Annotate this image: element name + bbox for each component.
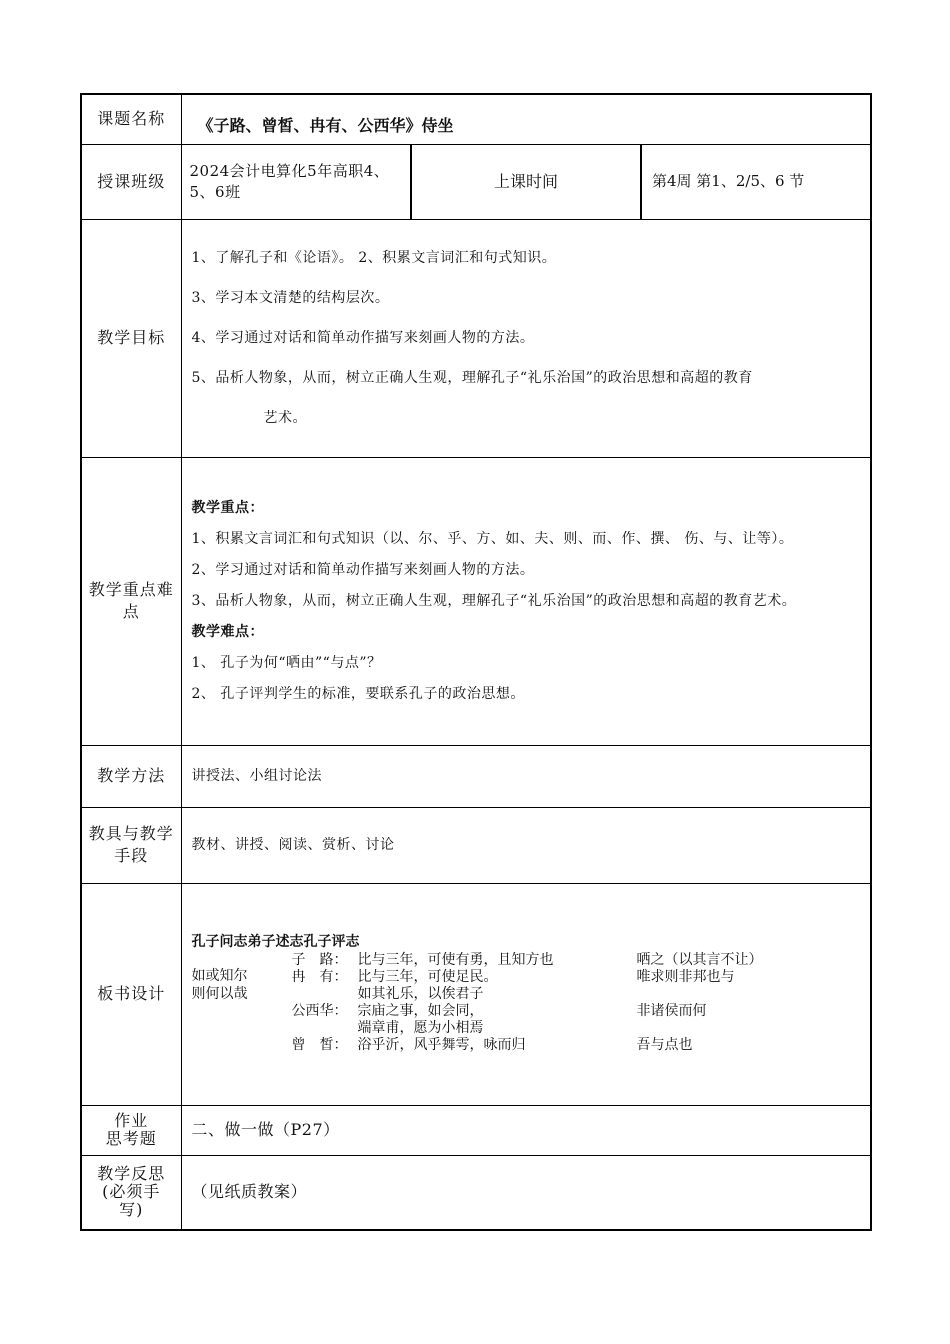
difficulty-heading: 教学难点： [191,623,264,640]
course-title: 《子路、曾皙、冉有、公西华》侍坐 [181,94,871,144]
board-comment: 非诸侯而何 [636,1002,707,1019]
row-goals [81,219,871,457]
board-name: 冉 有： [291,968,348,985]
goal-item: 5、品析人物象，从而，树立正确人生观，理解孔子“礼乐治国”的政治思想和高超的教育 [191,370,753,386]
row-reflection [81,1155,871,1230]
label-homework-line: 思考题 [105,1129,157,1148]
method-value: 讲授法、小组讨论法 [181,745,871,807]
board-answer: 如其礼乐，以俟君子 [357,985,484,1002]
board-design [182,884,871,1104]
key-item: 2、学习通过对话和简单动作描写来刻画人物的方法。 [191,561,535,578]
label-board: 板书设计 [81,883,181,1105]
row-board [81,883,871,1105]
goal-item: 4、学习通过对话和简单动作描写来刻画人物的方法。 [191,330,535,346]
key-item: 1、积累文言词汇和句式知识（以、尔、乎、方、如、夫、则、而、作、撰、 伤、与、让等）。 [191,530,794,547]
board-answer: 端章甫，愿为小相焉 [357,1019,484,1036]
row-homework [81,1105,871,1155]
keypoints-content [181,457,871,745]
goal-item: 艺术。 [263,410,307,426]
goal-item: 3、学习本文清楚的结构层次。 [191,290,390,306]
label-reflection [81,1155,181,1230]
label-homework [81,1105,181,1155]
board-answer: 宗庙之事，如会同， [357,1002,484,1019]
board-answer: 浴乎沂，风乎舞雩，咏而归 [357,1036,526,1053]
lesson-plan-table [80,93,872,1231]
lesson-plan-sheet [80,93,870,1231]
key-item: 3、品析人物象，从而，树立正确人生观，理解孔子“礼乐治国”的政治思想和高超的教育艺术。 [191,592,797,609]
difficulty-item: 2、 孔子评判学生的标准，要联系孔子的政治思想。 [191,685,525,702]
label-class: 授课班级 [81,144,181,219]
board-name: 曾 皙： [291,1036,348,1053]
reflection-value: （见纸质教案） [181,1155,871,1230]
goal-item: 1、了解孔子和《论语》。 2、积累文言词汇和句式知识。 [191,250,557,266]
row-class [81,144,871,219]
goals-content [181,219,871,457]
board-left-line: 如或知尔 [191,967,248,984]
label-reflection-line: 写) [119,1200,144,1220]
board-comment: 唯求则非邦也与 [636,968,735,985]
homework-value: 二、做一做（P27） [181,1105,871,1155]
label-method: 教学方法 [81,745,181,807]
board-answer: 比与三年，可使足民。 [357,968,498,985]
row-method [81,745,871,807]
board-comment: 吾与点也 [636,1036,693,1053]
label-tools: 教具与教学手段 [81,807,181,883]
tools-value: 教材、讲授、阅读、赏析、讨论 [181,807,871,883]
board-left-line: 则何以哉 [191,985,248,1002]
row-keypoints [81,457,871,745]
label-reflection-line: (必须手 [102,1182,161,1202]
row-course-name [81,94,871,144]
board-comment: 哂之（以其言不让） [636,951,763,968]
label-goals: 教学目标 [81,219,181,457]
board-name: 子 路： [291,951,348,968]
label-keypoints: 教学重点难点 [81,457,181,745]
time-value: 第4周 第1、2/5、6 节 [641,144,871,219]
board-content [181,883,871,1105]
board-heading: 孔子问志弟子述志孔子评志 [191,933,360,950]
board-name: 公西华： [291,1002,348,1019]
label-course-name: 课题名称 [81,94,181,144]
difficulty-item: 1、 孔子为何“哂由”“与点”？ [191,654,382,671]
key-heading: 教学重点： [191,499,264,516]
label-homework-line: 作业 [114,1110,149,1130]
label-time: 上课时间 [411,144,641,219]
label-reflection-line: 教学反思 [97,1163,166,1183]
row-tools [81,807,871,883]
board-answer: 比与三年，可使有勇，且知方也 [357,951,554,968]
class-value: 2024会计电算化5年高职4、5、6班 [181,144,411,219]
